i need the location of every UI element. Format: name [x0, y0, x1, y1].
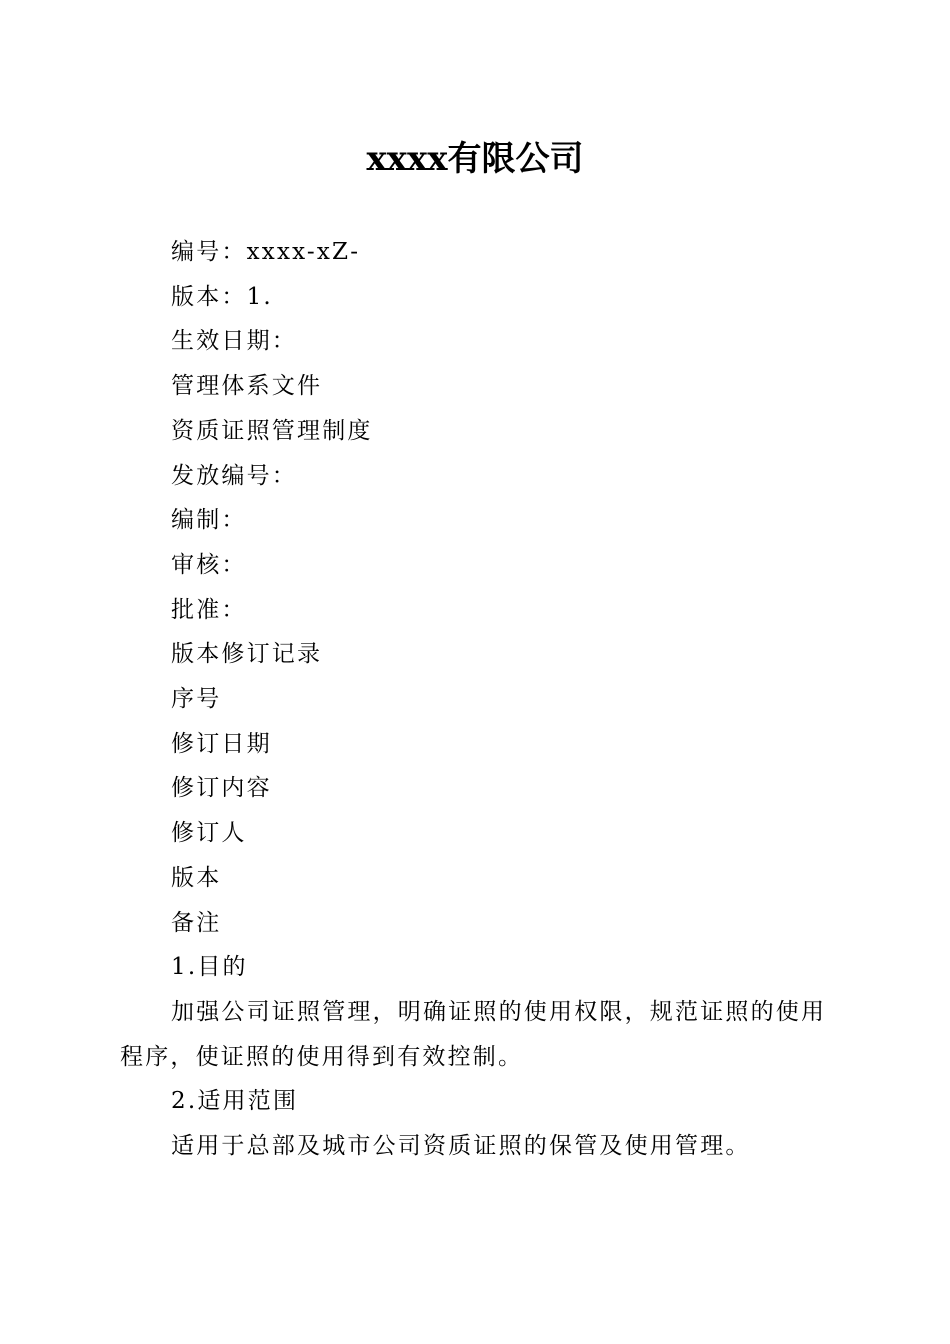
revision-content-line: 修订内容	[171, 775, 272, 802]
serial-number-line: 序号	[171, 686, 222, 713]
document-body	[120, 230, 832, 1169]
remarks-line: 备注	[171, 909, 222, 936]
effective-date-line: 生效日期：	[171, 328, 297, 355]
doc-number-line: 编号：xxxx-xZ-	[171, 239, 361, 265]
policy-title-line: 资质证照管理制度	[171, 417, 373, 444]
version-column-line: 版本	[171, 864, 222, 891]
prepared-by-line: 编制：	[171, 507, 247, 534]
issue-number-line: 发放编号：	[171, 462, 297, 489]
version-line: 版本：1.	[171, 283, 273, 310]
revision-date-line: 修订日期	[171, 730, 272, 757]
purpose-heading: 1.目的	[171, 954, 248, 981]
purpose-paragraph: 加强公司证照管理，明确证照的使用权限，规范证照的使用程序，使证照的使用得到有效控制。	[120, 998, 827, 1070]
scope-heading: 2.适用范围	[171, 1088, 299, 1115]
scope-paragraph: 适用于总部及城市公司资质证照的保管及使用管理。	[171, 1133, 751, 1160]
reviser-line: 修订人	[171, 820, 247, 847]
approved-by-line: 批准：	[171, 596, 247, 623]
revision-record-line: 版本修订记录	[171, 641, 323, 668]
document-title: xxxx有限公司	[366, 139, 584, 179]
reviewed-by-line: 审核：	[171, 551, 247, 578]
system-file-line: 管理体系文件	[171, 373, 323, 400]
